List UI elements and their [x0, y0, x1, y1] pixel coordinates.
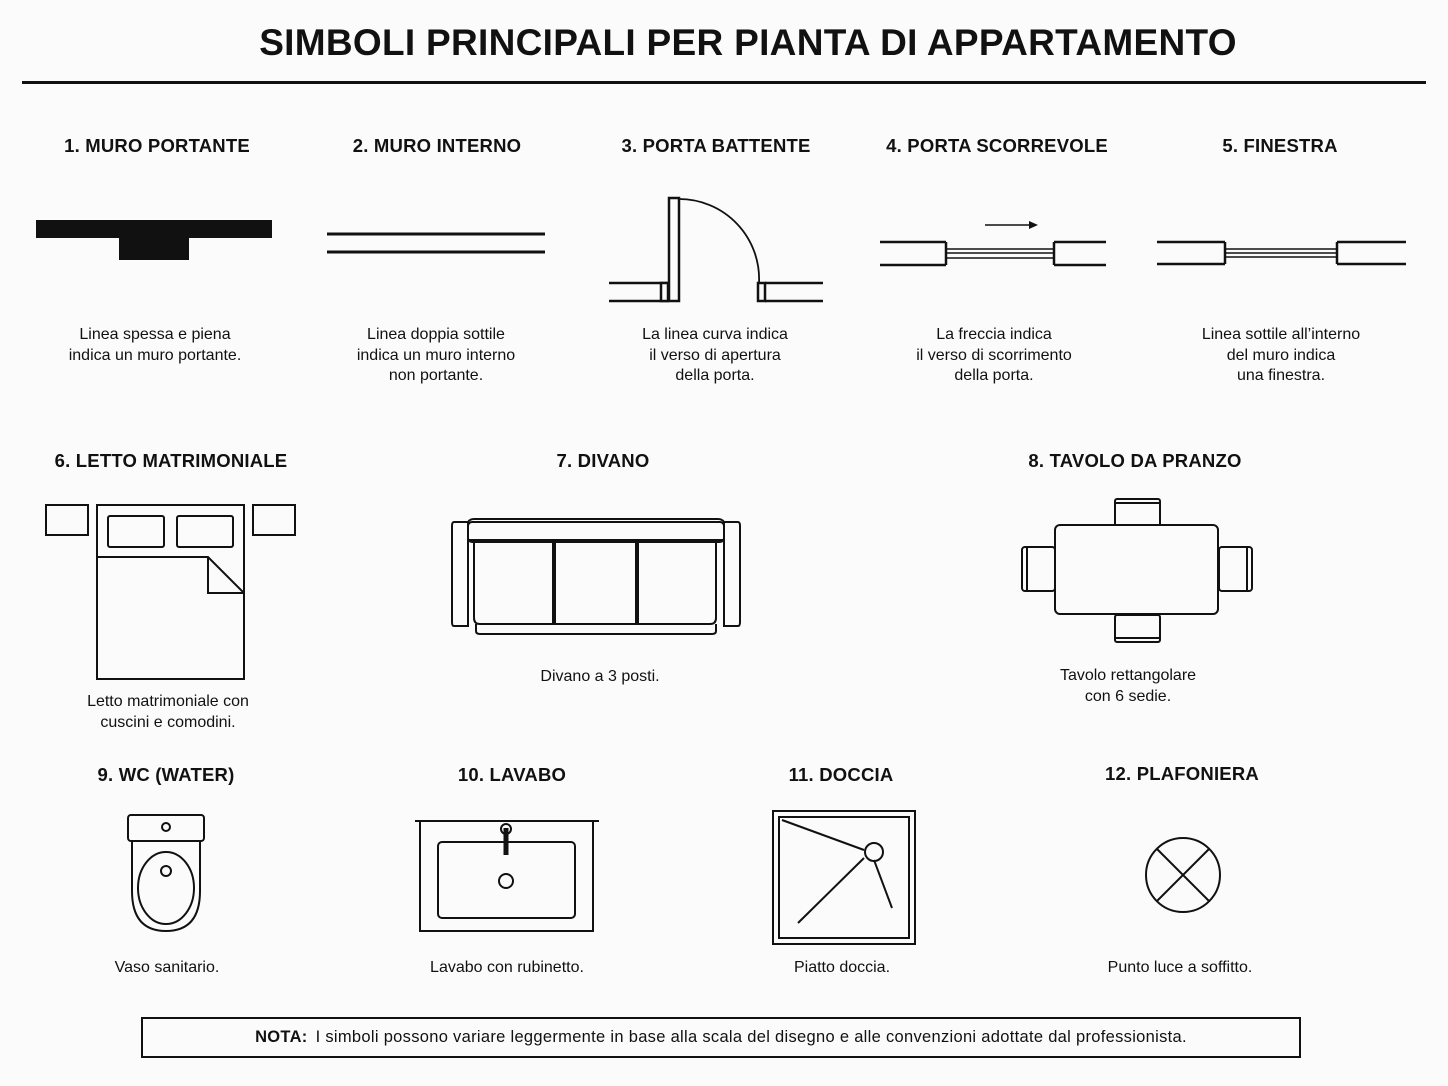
heading-load-bearing-wall: 1. MURO PORTANTE	[64, 135, 250, 156]
heading-shower: 11. DOCCIA	[788, 764, 894, 785]
description-sofa: Divano a 3 posti.	[540, 668, 660, 685]
page-title: SIMBOLI PRINCIPALI PER PIANTA DI APPARTAMENTO	[259, 22, 1237, 63]
description-dining-table: Tavolo rettangolare con 6 sedie.	[1059, 667, 1197, 705]
description-sliding-door: La freccia indica il verso di scorrimento della porta.	[916, 326, 1072, 384]
description-toilet: Vaso sanitario.	[114, 959, 220, 976]
description-window: Linea sottile all’interno del muro indica una finestra.	[1201, 326, 1361, 384]
heading-interior-wall: 2. MURO INTERNO	[352, 135, 522, 156]
heading-window: 5. FINESTRA	[1222, 135, 1338, 156]
description-swing-door: La linea curva indica il verso di apertura della porta.	[642, 326, 788, 384]
sofa-icon	[450, 518, 742, 636]
washbasin-icon	[415, 818, 599, 934]
interior-wall-icon	[327, 230, 545, 256]
heading-ceiling-light: 12. PLAFONIERA	[1105, 763, 1259, 784]
description-shower: Piatto doccia.	[793, 959, 891, 976]
toilet-icon	[126, 813, 206, 935]
ceiling-light-icon	[1144, 836, 1222, 914]
dining-table-icon	[1019, 497, 1255, 647]
heading-double-bed: 6. LETTO MATRIMONIALE	[54, 450, 288, 471]
heading-swing-door: 3. PORTA BATTENTE	[621, 135, 811, 156]
swing-door-icon	[609, 195, 823, 305]
shower-icon	[772, 810, 916, 945]
description-double-bed: Letto matrimoniale con cuscini e comodini.	[87, 693, 249, 731]
heading-sliding-door: 4. PORTA SCORREVOLE	[886, 135, 1108, 156]
note-text: I simboli possono variare leggermente in base alla scala del disegno e alle convenzioni adottate dal professionista.	[315, 1028, 1187, 1046]
description-ceiling-light: Punto luce a soffitto.	[1107, 959, 1253, 976]
description-interior-wall: Linea doppia sottile indica un muro interno non portante.	[356, 326, 516, 384]
heading-washbasin: 10. LAVABO	[457, 764, 567, 785]
sliding-door-icon	[880, 218, 1106, 268]
load-bearing-wall-icon	[36, 219, 272, 261]
note-label: NOTA:	[255, 1028, 308, 1046]
description-load-bearing-wall: Linea spessa e piena indica un muro portante.	[68, 326, 242, 364]
note-box	[141, 1017, 1301, 1058]
title-divider	[22, 81, 1426, 84]
heading-dining-table: 8. TAVOLO DA PRANZO	[1028, 450, 1242, 471]
double-bed-icon	[45, 503, 296, 681]
heading-sofa: 7. DIVANO	[556, 450, 650, 471]
heading-toilet: 9. WC (WATER)	[97, 764, 235, 785]
window-icon	[1157, 240, 1406, 266]
description-washbasin: Lavabo con rubinetto.	[430, 959, 584, 976]
